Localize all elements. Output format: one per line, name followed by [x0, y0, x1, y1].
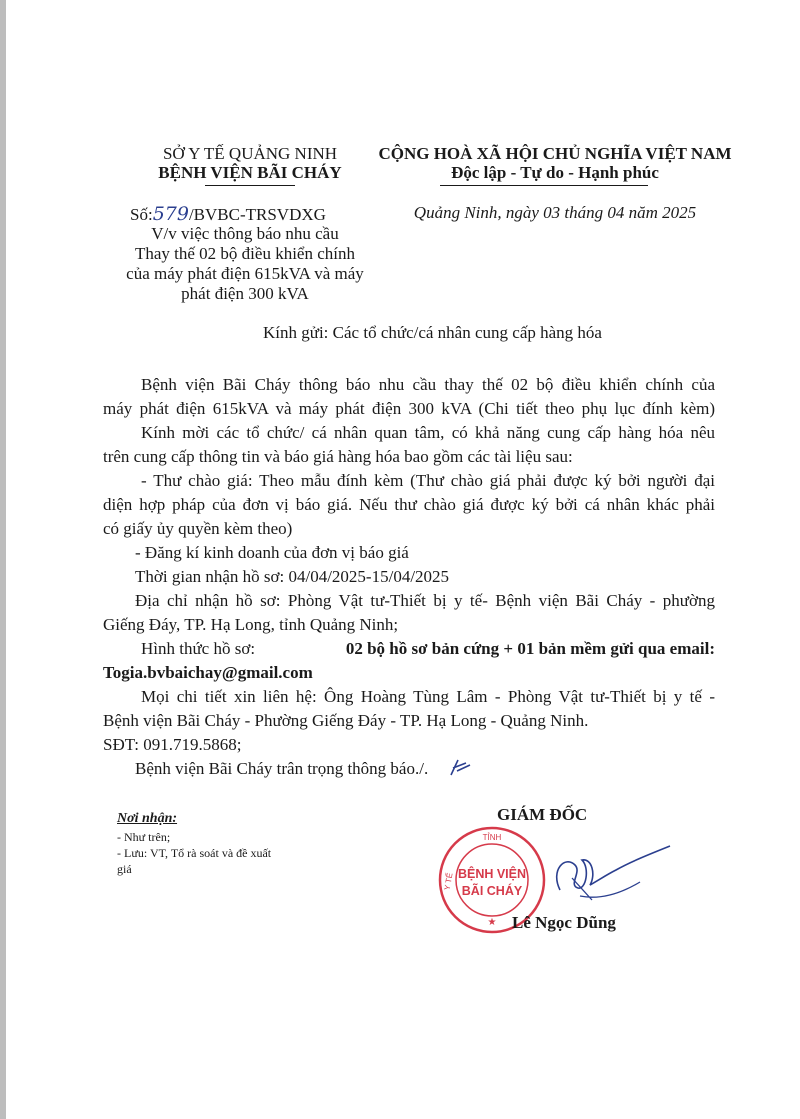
para2-line1: Kính mời các tổ chức/ cá nhân quan tâm, có khả năng cung cấp hàng hóa nêu — [141, 423, 715, 442]
recipient-item: - Lưu: VT, Tổ rà soát và đề xuất — [117, 846, 272, 860]
signature-title: GIÁM ĐỐC — [497, 805, 588, 824]
initial-mark — [448, 757, 474, 779]
document-number — [130, 203, 326, 225]
item1-line3: có giấy ủy quyền kèm theo) — [103, 519, 293, 538]
handwritten-signature — [520, 830, 680, 925]
org-name: BỆNH VIỆN BÃI CHÁY — [158, 163, 342, 182]
address-line2: Giếng Đáy, TP. Hạ Long, tỉnh Quảng Ninh; — [103, 615, 399, 634]
seal-line-1: BỆNH VIỆN — [457, 867, 527, 881]
greeting: Kính gửi: Các tổ chức/cá nhân cung cấp hàng hóa — [263, 323, 602, 342]
seal-star-icon: ★ — [487, 917, 497, 928]
address-line1: Địa chỉ nhận hồ sơ: Phòng Vật tư-Thiết bị y tế- Bệnh viện Bãi Cháy - phường — [135, 591, 715, 610]
item1-line1: - Thư chào giá: Theo mẫu đính kèm (Thư chào giá phải được ký bởi người đại — [141, 471, 715, 490]
recipients-title: Nơi nhận: — [117, 811, 178, 826]
seal-ring-left: Y TẾ — [442, 872, 455, 891]
motto: Độc lập - Tự do - Hạnh phúc — [451, 163, 659, 182]
recipient-item: - Như trên; — [117, 830, 171, 844]
para2-line2: trên cung cấp thông tin và báo giá hàng hóa bao gồm các tài liệu sau: — [103, 447, 573, 466]
signer-name: Lê Ngọc Dũng — [512, 913, 616, 932]
seal-line-2: BÃI CHÁY — [461, 884, 523, 898]
closing: Bệnh viện Bãi Cháy trân trọng thông báo./. — [135, 759, 429, 778]
subject-line-3: của máy phát điện 615kVA và máy — [126, 264, 364, 283]
para1-line2: máy phát điện 615kVA và máy phát điện 300 kVA (Chi tiết theo phụ lục đính kèm) — [103, 399, 715, 418]
para1-line1: Bệnh viện Bãi Cháy thông báo nhu cầu thay thế 02 bộ điều khiển chính của — [141, 375, 715, 394]
number-prefix: Số: — [130, 205, 153, 224]
form-label: Hình thức hồ sơ: — [141, 639, 256, 658]
recipient-item: giá — [117, 862, 132, 876]
number-handwritten: 579 — [152, 203, 189, 225]
contact-line1: Mọi chi tiết xin liên hệ: Ông Hoàng Tùng Lâm - Phòng Vật tư-Thiết bị y tế - — [141, 687, 715, 706]
form-value: 02 bộ hồ sơ bản cứng + 01 bản mềm gửi qua email: — [345, 639, 715, 658]
item2: - Đăng kí kinh doanh của đơn vị báo giá — [135, 543, 409, 562]
subject-line-2: Thay thế 02 bộ điều khiển chính — [134, 244, 355, 263]
seal-ring-top: TỈNH — [482, 833, 502, 842]
item1-line2: diện hợp pháp của đơn vị báo giá. Nếu thư chào giá được ký bởi cá nhân khác phải — [103, 495, 715, 514]
org-name-underline — [205, 185, 295, 186]
phone: SĐT: 091.719.5868; — [103, 735, 242, 754]
country-name: CỘNG HOÀ XÃ HỘI CHỦ NGHĨA VIỆT NAM — [378, 144, 732, 163]
org-parent: SỞ Y TẾ QUẢNG NINH — [162, 144, 338, 163]
contact-line2: Bệnh viện Bãi Cháy - Phường Giếng Đáy - TP. Hạ Long - Quảng Ninh. — [103, 711, 589, 730]
place-date: Quảng Ninh, ngày 03 tháng 04 năm 2025 — [413, 203, 697, 222]
scan-edge — [0, 0, 6, 1119]
form-line — [141, 639, 715, 659]
email: Togia.bvbaichay@gmail.com — [103, 663, 313, 682]
motto-underline — [440, 185, 648, 186]
subject-line-4: phát điện 300 kVA — [181, 284, 309, 303]
number-suffix: /BVBC-TRSVDXG — [188, 205, 326, 224]
receive-time: Thời gian nhận hồ sơ: 04/04/2025-15/04/2025 — [135, 567, 450, 586]
subject-line-1: V/v việc thông báo nhu cầu — [151, 224, 339, 243]
